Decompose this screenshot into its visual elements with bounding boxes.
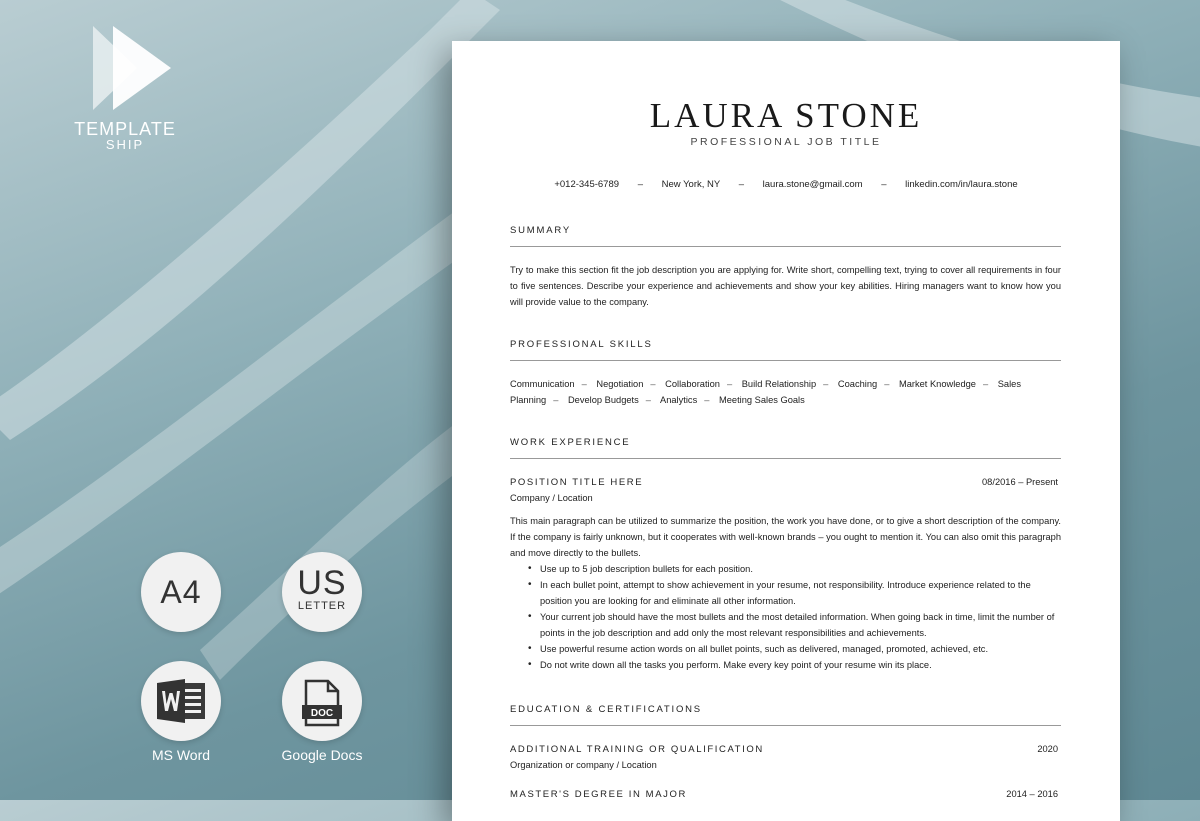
- contact-email: laura.stone@gmail.com: [762, 179, 863, 190]
- skill-separator: –: [823, 379, 829, 389]
- position-date: 08/2016 – Present: [982, 477, 1058, 487]
- skills-heading: PROFESSIONAL SKILLS: [510, 339, 653, 350]
- skill-item: Sales Planning: [510, 379, 1021, 405]
- resume-page: [452, 41, 1120, 821]
- skill-item: Build Relationship: [741, 379, 817, 389]
- company-location: Company / Location: [510, 493, 593, 503]
- contact-phone: +012-345-6789: [554, 179, 620, 190]
- doc-file-icon: [300, 679, 344, 727]
- skill-separator: –: [581, 379, 587, 389]
- list-item: • Use powerful resume action words on all bullet points, such as delivered, managed, promoted, achieved, etc.: [510, 641, 1061, 657]
- skills-divider: [510, 360, 1061, 361]
- education-entry-date: 2014 – 2016: [1006, 789, 1058, 799]
- position-title: POSITION TITLE HERE: [510, 477, 644, 488]
- skill-separator: –: [704, 395, 710, 405]
- skill-separator: –: [982, 379, 989, 389]
- skill-separator: –: [884, 379, 890, 389]
- a4-badge: [141, 552, 221, 632]
- education-divider: [510, 725, 1061, 726]
- list-item: • In each bullet point, attempt to show achievement in your resume, not responsibility. Introduce experience related to the position you are looking for and eliminate all other information.: [510, 577, 1061, 609]
- skill-separator: –: [645, 395, 651, 405]
- summary-heading: SUMMARY: [510, 225, 571, 236]
- google-docs-label: Google Docs: [281, 747, 363, 763]
- a4-label: A4: [160, 574, 202, 610]
- resume-name: LAURA STONE: [649, 96, 923, 135]
- summary-text: Try to make this section fit the job description you are applying for. Write short, compelling text, trying to cover all requirements in four to five sentences. Describe your experience and achievements and show your key abilities. Hiring managers want to know how you will provide value to the company.: [510, 265, 1061, 307]
- contact-separator: –: [881, 179, 887, 190]
- education-entry-title: ADDITIONAL TRAINING OR QUALIFICATION: [510, 744, 764, 755]
- ms-word-label: MS Word: [151, 747, 211, 763]
- skill-item: Collaboration: [665, 379, 720, 389]
- us-label: US: [297, 564, 347, 602]
- ms-word-badge: [141, 661, 221, 741]
- list-item: • Your current job should have the most bullets and the most detailed information. When going back in time, limit the number of points in the job description and add only the most relevant responsibilities and achievements.: [510, 609, 1061, 641]
- skill-item: Develop Budgets: [567, 395, 639, 405]
- play-icon: [75, 22, 175, 114]
- experience-paragraph: This main paragraph can be utilized to summarize the position, the work you have done, or to give a short description of the company. If the company is fairly unknown, but it cooperates with well-known brands – you ought to mention it. You can also omit this paragraph and move directly to the bullets.: [510, 516, 1061, 558]
- letter-label: LETTER: [297, 600, 347, 612]
- list-item: • Do not write down all the tasks you perform. Make every key point of your resume win its place.: [510, 657, 1061, 673]
- education-entry-title: MASTER'S DEGREE IN MAJOR: [510, 789, 687, 800]
- logo-text-template: TEMPLATE: [74, 119, 176, 139]
- ms-word-icon: [155, 679, 207, 723]
- contact-line: [452, 179, 1120, 190]
- skill-item: Communication: [510, 379, 575, 389]
- contact-linkedin: linkedin.com/in/laura.stone: [905, 179, 1018, 190]
- contact-location: New York, NY: [661, 179, 721, 190]
- logo-text-ship: SHIP: [105, 137, 145, 152]
- contact-separator: –: [738, 179, 745, 190]
- experience-heading: WORK EXPERIENCE: [510, 437, 631, 448]
- doc-icon-text: DOC: [310, 708, 334, 719]
- skill-separator: –: [726, 379, 733, 389]
- resume-job-title: PROFESSIONAL JOB TITLE: [690, 136, 882, 148]
- skill-item: Coaching: [837, 379, 878, 389]
- template-ship-logo: [60, 22, 190, 152]
- contact-separator: –: [637, 179, 643, 190]
- education-entry-date: 2020: [1037, 744, 1058, 754]
- summary-divider: [510, 246, 1061, 247]
- skill-separator: –: [553, 395, 559, 405]
- experience-bullets: [510, 561, 1061, 673]
- skill-item: Negotiation: [596, 379, 644, 389]
- google-docs-badge: [282, 661, 362, 741]
- list-item: • Use up to 5 job description bullets for each position.: [510, 561, 1061, 577]
- skill-item: Analytics: [660, 395, 698, 405]
- us-letter-badge: [282, 552, 362, 632]
- skill-separator: –: [650, 379, 656, 389]
- skills-list: [510, 376, 1061, 408]
- experience-divider: [510, 458, 1061, 459]
- skill-item: Meeting Sales Goals: [718, 395, 805, 405]
- skill-item: Market Knowledge: [898, 379, 976, 389]
- education-heading: EDUCATION & CERTIFICATIONS: [510, 704, 702, 715]
- education-entry-org: Organization or company / Location: [510, 760, 657, 770]
